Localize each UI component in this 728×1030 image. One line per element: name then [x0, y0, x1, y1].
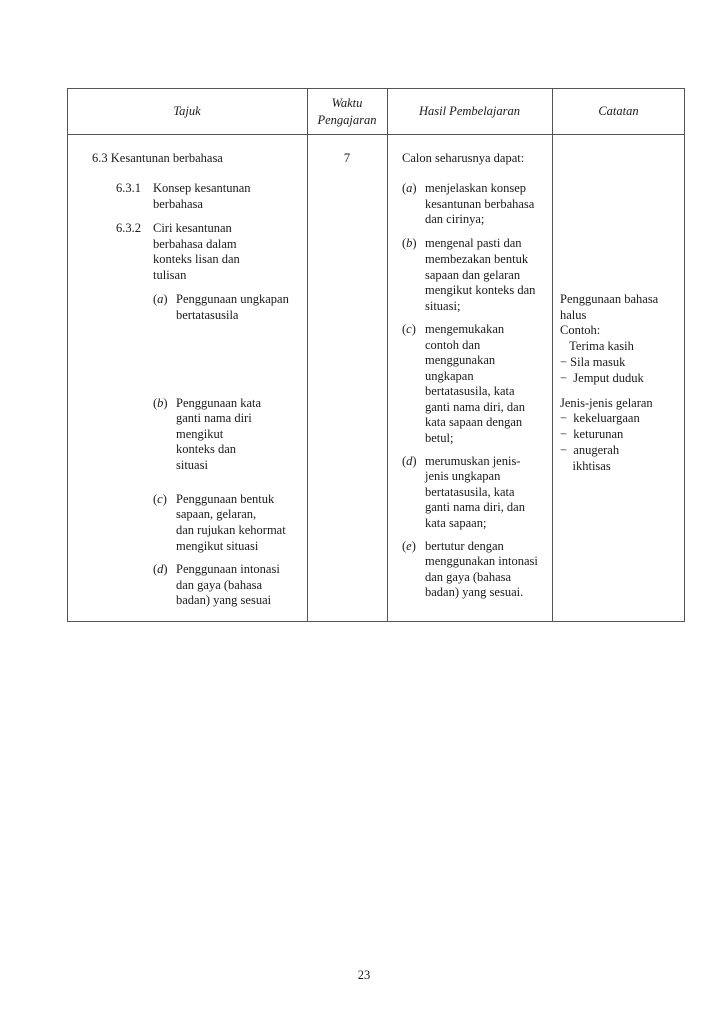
- tajuk-sub1-number: 6.3.1: [116, 181, 141, 195]
- catatan-line: − kekeluargaan: [560, 411, 640, 425]
- header-hasil: Hasil Pembelajaran: [418, 104, 521, 118]
- hasil-item-line: bertutur dengan: [425, 539, 504, 553]
- column-divider-2: [387, 88, 388, 622]
- tajuk-sub2-line: tulisan: [153, 268, 187, 282]
- hasil-item-line: menggunakan intonasi: [425, 554, 538, 568]
- catatan-line: ikhtisas: [560, 459, 611, 473]
- catatan-line: − Jemput duduk: [560, 371, 644, 385]
- hasil-item-line: kata sapaan;: [425, 516, 487, 530]
- hasil-item-line: dan gaya (bahasa: [425, 570, 512, 584]
- tajuk-item-label: (c): [153, 492, 167, 506]
- catatan-line: Terima kasih: [560, 339, 634, 353]
- hasil-item-line: kata sapaan dengan: [425, 415, 523, 429]
- tajuk-sub1-line: berbahasa: [153, 197, 203, 211]
- hasil-item-line: mengemukakan: [425, 322, 505, 336]
- tajuk-item-line: mengikut situasi: [176, 539, 259, 553]
- hasil-item-line: betul;: [425, 431, 454, 445]
- hasil-item-line: jenis ungkapan: [425, 469, 501, 483]
- waktu-value: 7: [343, 151, 351, 165]
- hasil-item-label: (b): [402, 236, 417, 250]
- tajuk-item-label: (d): [153, 562, 168, 576]
- tajuk-item-line: Penggunaan ungkapan: [176, 292, 289, 306]
- tajuk-sub2-number: 6.3.2: [116, 221, 141, 235]
- hasil-item-line: bertatasusila, kata: [425, 384, 515, 398]
- catatan-line: − keturunan: [560, 427, 624, 441]
- header-catatan: Catatan: [598, 104, 639, 118]
- hasil-item-line: sapaan dan gelaran: [425, 268, 521, 282]
- hasil-item-line: contoh dan: [425, 338, 481, 352]
- tajuk-item-label: (b): [153, 396, 168, 410]
- tajuk-item-line: sapaan, gelaran,: [176, 507, 257, 521]
- header-pengajaran: Pengajaran: [317, 113, 377, 127]
- tajuk-item-line: dan rujukan kehormat: [176, 523, 286, 537]
- tajuk-sub2-line: Ciri kesantunan: [153, 221, 232, 235]
- hasil-item-line: dan cirinya;: [425, 212, 485, 226]
- hasil-item-line: menjelaskan konsep: [425, 181, 527, 195]
- tajuk-sub1-line: Konsep kesantunan: [153, 181, 251, 195]
- hasil-item-label: (c): [402, 322, 416, 336]
- tajuk-item-line: mengikut: [176, 427, 224, 441]
- hasil-item-line: ungkapan: [425, 369, 474, 383]
- header-waktu: Waktu: [331, 96, 363, 110]
- tajuk-item-label: (a): [153, 292, 168, 306]
- catatan-line: − anugerah: [560, 443, 620, 457]
- tajuk-item-line: Penggunaan intonasi: [176, 562, 280, 576]
- hasil-item-line: badan) yang sesuai.: [425, 585, 524, 599]
- hasil-item-line: ganti nama diri, dan: [425, 400, 525, 414]
- page-number: 23: [357, 968, 371, 982]
- hasil-item-line: mengikut konteks dan: [425, 283, 536, 297]
- tajuk-item-line: badan) yang sesuai: [176, 593, 272, 607]
- hasil-item-line: mengenal pasti dan: [425, 236, 522, 250]
- catatan-line: Contoh:: [560, 323, 601, 337]
- hasil-item-label: (d): [402, 454, 417, 468]
- hasil-item-line: situasi;: [425, 299, 461, 313]
- hasil-item-line: ganti nama diri, dan: [425, 500, 525, 514]
- catatan-line: Jenis-jenis gelaran: [560, 396, 653, 410]
- hasil-item-line: merumuskan jenis-: [425, 454, 521, 468]
- column-divider-3: [552, 88, 553, 622]
- column-divider-1: [307, 88, 308, 622]
- tajuk-sub2-line: berbahasa dalam: [153, 237, 237, 251]
- tajuk-main: 6.3 Kesantunan berbahasa: [92, 151, 223, 165]
- tajuk-item-line: ganti nama diri: [176, 411, 252, 425]
- catatan-line: halus: [560, 308, 587, 322]
- hasil-item-line: kesantunan berbahasa: [425, 197, 535, 211]
- hasil-intro: Calon seharusnya dapat:: [402, 151, 525, 165]
- catatan-line: Penggunaan bahasa: [560, 292, 659, 306]
- tajuk-item-line: Penggunaan bentuk: [176, 492, 275, 506]
- tajuk-item-line: konteks dan: [176, 442, 237, 456]
- header-tajuk: Tajuk: [173, 104, 201, 118]
- tajuk-item-line: situasi: [176, 458, 208, 472]
- hasil-item-line: bertatasusila, kata: [425, 485, 515, 499]
- tajuk-sub2-line: konteks lisan dan: [153, 252, 240, 266]
- tajuk-item-line: Penggunaan kata: [176, 396, 262, 410]
- hasil-item-line: membezakan bentuk: [425, 252, 529, 266]
- tajuk-item-line: dan gaya (bahasa: [176, 578, 263, 592]
- tajuk-item-line: bertatasusila: [176, 308, 239, 322]
- catatan-line: − Sila masuk: [560, 355, 626, 369]
- hasil-item-label: (e): [402, 539, 416, 553]
- header-divider: [67, 134, 685, 135]
- hasil-item-line: menggunakan: [425, 353, 496, 367]
- hasil-item-label: (a): [402, 181, 417, 195]
